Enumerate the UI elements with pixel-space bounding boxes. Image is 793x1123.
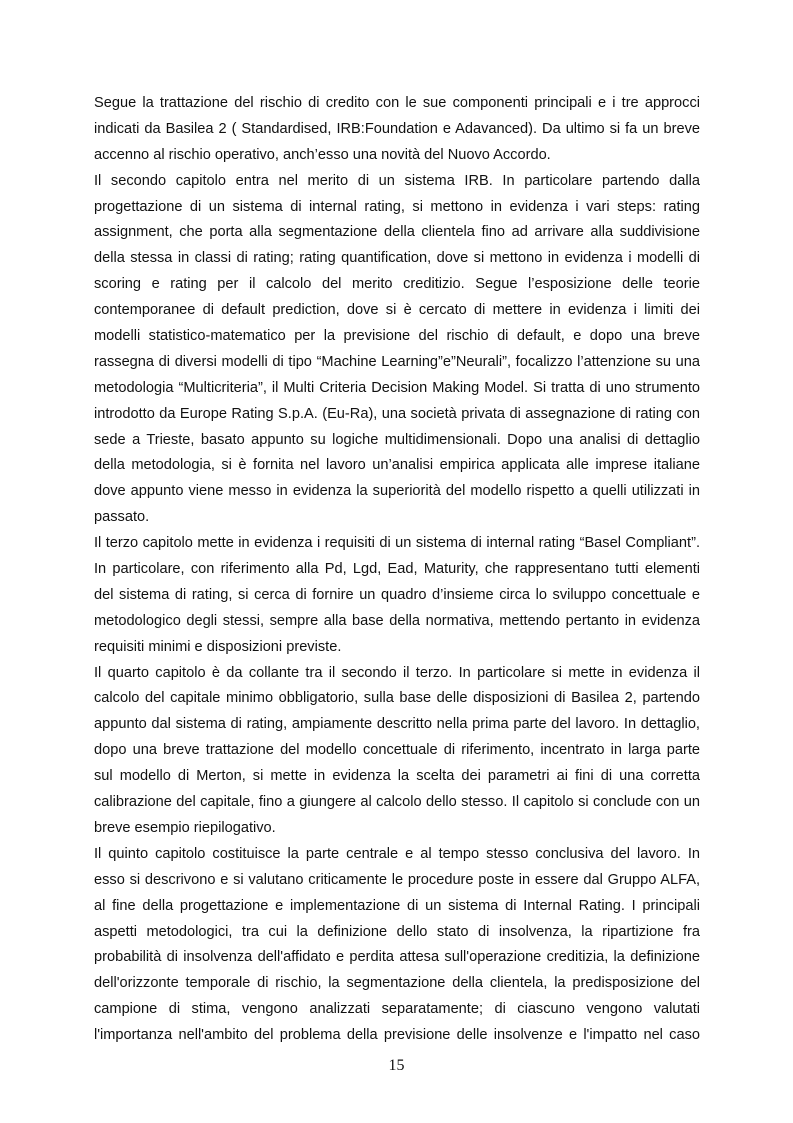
text-line: calcolo del capitale minimo obbligatorio, sulla base delle disposizioni di Basilea 2, partendo xyxy=(94,690,700,707)
text-line: modelli statistico-matematico per la previsione del rischio di default, e dopo una breve xyxy=(94,328,700,345)
text-line: passato. xyxy=(94,509,150,526)
body-text xyxy=(94,91,700,1049)
text-line: Il quinto capitolo costituisce la parte centrale e al tempo stesso conclusiva del lavoro. In xyxy=(94,845,700,862)
text-line: contemporanee di default prediction, dove si è cercato di mettere in evidenza i limiti dei xyxy=(94,302,700,319)
text-line: del sistema di rating, si cerca di fornire un quadro d’insieme circa lo sviluppo concettuale e xyxy=(94,586,700,603)
text-line: breve esempio riepilogativo. xyxy=(94,819,276,836)
text-line: progettazione di un sistema di internal rating, si mettono in evidenza i vari steps: rating xyxy=(94,198,700,215)
text-line: metodologico degli stessi, sempre alla base della normativa, mettendo pertanto in evidenza xyxy=(94,612,700,629)
text-line: sede a Trieste, basato appunto su logiche multidimensionali. Dopo una analisi di dettaglio xyxy=(94,431,700,448)
text-line: al fine della progettazione e implementazione di un sistema di Internal Rating. I principali xyxy=(94,897,700,914)
text-line: l'importanza nell'ambito del problema della previsione delle insolvenze e l'impatto nel caso xyxy=(94,1027,700,1044)
text-line: Il quarto capitolo è da collante tra il secondo il terzo. In particolare si mette in evidenza il xyxy=(94,664,700,681)
text-line: campione di stima, vengono analizzati separatamente; di ciascuno vengono valutati xyxy=(94,1001,700,1018)
text-line: dopo una breve trattazione del modello concettuale di riferimento, incentrato in larga parte xyxy=(94,742,700,759)
text-line: introdotto da Europe Rating S.p.A. (Eu-Ra), una società privata di assegnazione di rating con xyxy=(94,405,700,422)
text-line: indicati da Basilea 2 ( Standardised, IRB:Foundation e Adavanced). Da ultimo si fa un breve xyxy=(94,120,700,137)
text-line: della metodologia, si è fornita nel lavoro un’analisi empirica applicata alle imprese italiane xyxy=(94,457,700,474)
text-line: appunto dal sistema di rating, ampiamente descritto nella prima parte del lavoro. In dettaglio, xyxy=(94,716,700,733)
text-line: della stessa in classi di rating; rating quantification, dove si mettono in evidenza i modelli di xyxy=(94,250,700,267)
text-line: assignment, che porta alla segmentazione della clientela fino ad arrivare alla suddivisione xyxy=(94,224,700,241)
text-line: In particolare, con riferimento alla Pd, Lgd, Ead, Maturity, che rappresentano tutti elementi xyxy=(94,561,700,578)
text-line: dell'orizzonte temporale di rischio, la segmentazione della clientela, la predisposizione del xyxy=(94,975,700,992)
text-line: metodologia “Multicriteria”, il Multi Criteria Decision Making Model. Si tratta di uno strumento xyxy=(94,379,700,396)
text-line: sul modello di Merton, si mette in evidenza la scelta dei parametri ai fini di una corretta xyxy=(94,768,700,785)
text-line: Il terzo capitolo mette in evidenza i requisiti di un sistema di internal rating “Basel Compliant”. xyxy=(94,535,700,552)
text-line: probabilità di insolvenza dell'affidato e perdita attesa sull'operazione creditizia, la definizione xyxy=(94,949,700,966)
text-line: scoring e rating per il calcolo del merito creditizio. Segue l’esposizione delle teorie xyxy=(94,276,700,293)
text-line: esso si descrivono e si valutano criticamente le procedure poste in essere dal Gruppo ALFA, xyxy=(94,871,700,888)
text-line: accenno al rischio operativo, anch’esso una novità del Nuovo Accordo. xyxy=(94,146,551,163)
text-line: Segue la trattazione del rischio di credito con le sue componenti principali e i tre approcci xyxy=(94,95,700,111)
text-line: requisiti minimi e disposizioni previste. xyxy=(94,638,342,655)
text-line: Il secondo capitolo entra nel merito di un sistema IRB. In particolare partendo dalla xyxy=(94,172,700,189)
text-line: rassegna di diversi modelli di tipo “Machine Learning”e”Neurali”, focalizzo l’attenzione su una xyxy=(94,353,700,370)
text-line: aspetti metodologici, tra cui la definizione dello stato di insolvenza, la ripartizione fra xyxy=(94,923,700,940)
text-line: calibrazione del capitale, fino a giungere al calcolo dello stesso. Il capitolo si conclude con un xyxy=(94,794,700,811)
text-line: dove appunto viene messo in evidenza la superiorità del modello rispetto a quelli utilizzati in xyxy=(94,483,700,500)
page-number: 15 xyxy=(388,1057,405,1074)
